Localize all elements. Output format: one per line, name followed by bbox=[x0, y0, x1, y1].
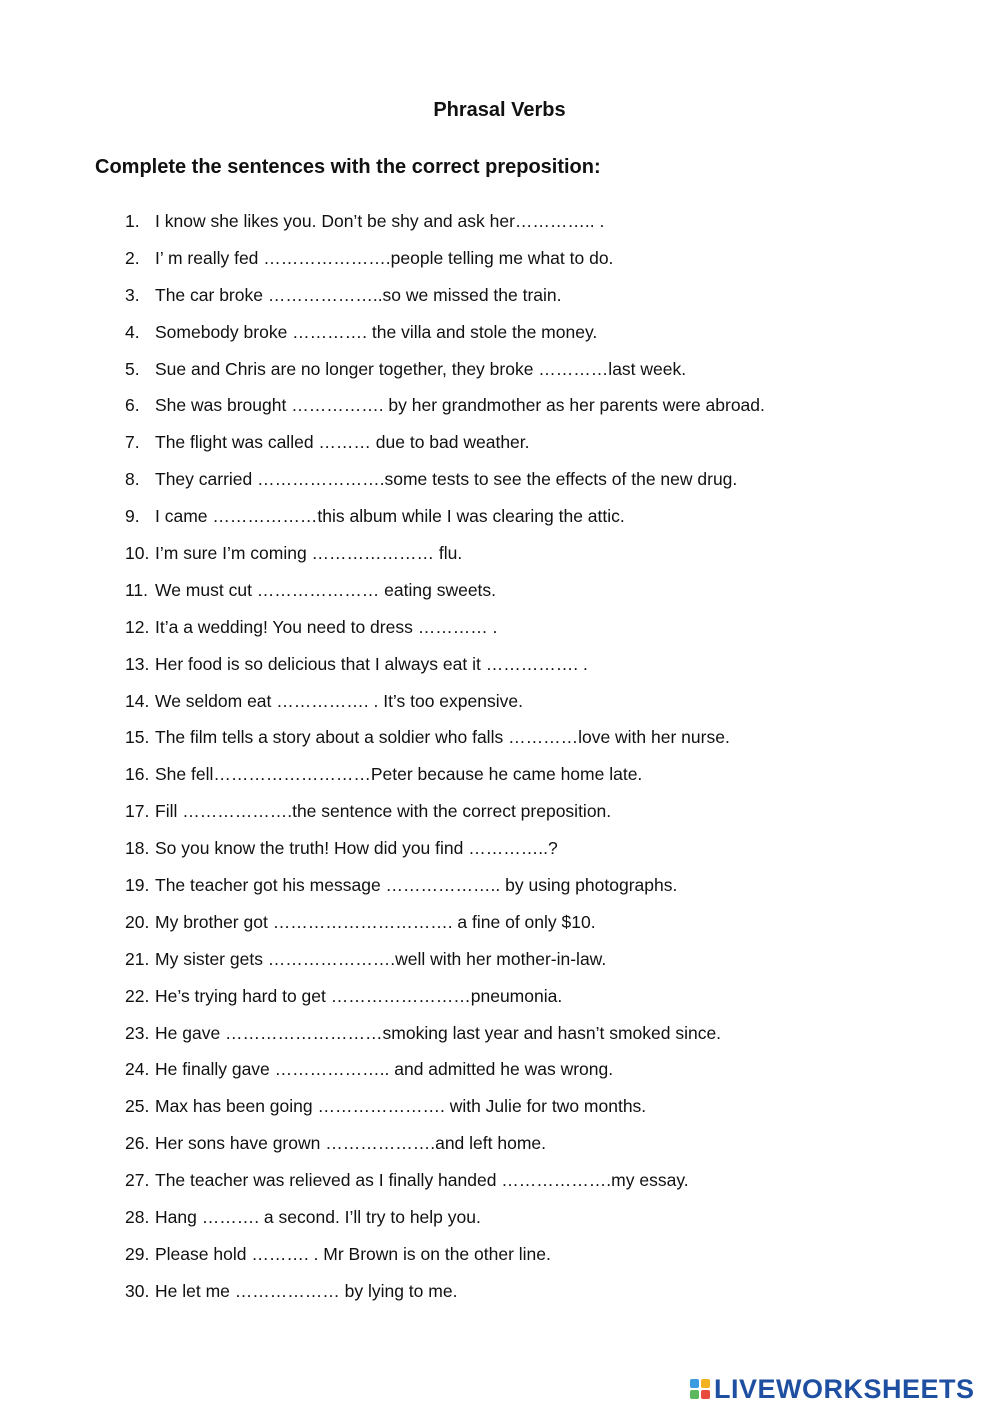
question-number: 25. bbox=[125, 1096, 150, 1117]
question-text: I know she likes you. Don’t be shy and ask her………….. . bbox=[155, 211, 605, 231]
question-item bbox=[125, 1167, 955, 1204]
question-item bbox=[125, 466, 955, 503]
question-item bbox=[125, 577, 955, 614]
question-item bbox=[125, 1020, 955, 1057]
question-number: 1. bbox=[125, 211, 140, 231]
question-number: 29. bbox=[125, 1243, 150, 1264]
question-text: Hang ………. a second. I’ll try to help you. bbox=[155, 1207, 481, 1228]
question-number: 26. bbox=[125, 1133, 150, 1154]
question-number: 27. bbox=[125, 1170, 150, 1191]
question-text: I’ m really fed ………………….people telling me what to do. bbox=[155, 247, 614, 268]
question-number: 23. bbox=[125, 1022, 150, 1043]
question-text: He gave ………………………smoking last year and hasn’t smoked since. bbox=[155, 1022, 722, 1043]
question-text: Her sons have grown ……………….and left home. bbox=[155, 1133, 546, 1154]
question-item bbox=[125, 724, 955, 761]
instruction-heading: Complete the sentences with the correct preposition: bbox=[95, 156, 601, 178]
question-list bbox=[125, 208, 955, 1315]
question-item bbox=[125, 1130, 955, 1167]
question-number: 22. bbox=[125, 985, 150, 1006]
question-text: Fill ……………….the sentence with the correct preposition. bbox=[155, 801, 612, 822]
question-item bbox=[125, 245, 955, 282]
question-item bbox=[125, 429, 955, 466]
question-text: The flight was called ……… due to bad weather. bbox=[155, 432, 530, 453]
question-item bbox=[125, 503, 955, 540]
question-text: Please hold ………. . Mr Brown is on the other line. bbox=[155, 1243, 551, 1264]
question-text: He’s trying hard to get ……………………pneumonia. bbox=[155, 985, 563, 1006]
question-text: The teacher was relieved as I finally handed ……………….my essay. bbox=[155, 1170, 689, 1191]
question-text: Max has been going …………………. with Julie for two months. bbox=[155, 1096, 647, 1117]
logo-square-icon bbox=[690, 1390, 699, 1399]
question-item bbox=[125, 651, 955, 688]
question-number: 5. bbox=[125, 358, 140, 379]
logo-square-icon bbox=[701, 1390, 710, 1399]
question-item bbox=[125, 614, 955, 651]
page-title: Phrasal Verbs bbox=[433, 99, 566, 121]
question-text: She fell………………………Peter because he came home late. bbox=[155, 764, 643, 785]
question-number: 30. bbox=[125, 1280, 150, 1301]
question-item bbox=[125, 1278, 955, 1315]
question-number: 17. bbox=[125, 801, 150, 822]
question-text: They carried ………………….some tests to see the effects of the new drug. bbox=[155, 469, 738, 490]
question-text: So you know the truth! How did you find …………..? bbox=[155, 838, 558, 859]
question-item bbox=[125, 356, 955, 393]
question-item bbox=[125, 983, 955, 1020]
question-number: 15. bbox=[125, 727, 150, 748]
question-number: 9. bbox=[125, 506, 140, 527]
question-number: 4. bbox=[125, 321, 140, 342]
question-number: 14. bbox=[125, 690, 150, 711]
question-number: 2. bbox=[125, 247, 140, 268]
logo-square-icon bbox=[701, 1379, 710, 1388]
question-number: 6. bbox=[125, 395, 140, 416]
question-item bbox=[125, 392, 955, 429]
question-number: 16. bbox=[125, 764, 150, 785]
question-text: He let me ……………… by lying to me. bbox=[155, 1280, 458, 1301]
question-item bbox=[125, 872, 955, 909]
question-item bbox=[125, 282, 955, 319]
question-number: 19. bbox=[125, 875, 150, 896]
question-item bbox=[125, 1056, 955, 1093]
logo-square-icon bbox=[690, 1379, 699, 1388]
question-text: My brother got …………………………. a fine of only $10. bbox=[155, 911, 596, 932]
question-text: Sue and Chris are no longer together, they broke …………last week. bbox=[155, 358, 687, 379]
question-text: It’a a wedding! You need to dress ………… . bbox=[155, 616, 498, 637]
question-item bbox=[125, 946, 955, 983]
question-number: 21. bbox=[125, 948, 150, 969]
question-text: We must cut ………………… eating sweets. bbox=[155, 579, 497, 600]
question-number: 8. bbox=[125, 469, 140, 490]
question-number: 12. bbox=[125, 616, 150, 637]
question-text: I’m sure I’m coming ………………… flu. bbox=[155, 543, 463, 564]
liveworksheets-logo bbox=[690, 1374, 975, 1404]
question-number: 28. bbox=[125, 1207, 150, 1228]
question-text: The car broke ………………..so we missed the train. bbox=[155, 284, 562, 305]
question-number: 3. bbox=[125, 284, 140, 305]
question-item bbox=[125, 1093, 955, 1130]
question-text: The film tells a story about a soldier who falls …………love with her nurse. bbox=[155, 727, 730, 748]
question-number: 11. bbox=[125, 579, 149, 600]
question-text: Her food is so delicious that I always eat it ……………. . bbox=[155, 653, 588, 674]
question-text: She was brought ……………. by her grandmother as her parents were abroad. bbox=[155, 395, 765, 416]
question-text: Somebody broke …………. the villa and stole the money. bbox=[155, 321, 598, 342]
question-item bbox=[125, 688, 955, 725]
question-item bbox=[125, 1241, 955, 1278]
question-number: 10. bbox=[125, 543, 150, 564]
question-text: The teacher got his message ……………….. by using photographs. bbox=[155, 875, 678, 896]
question-item bbox=[125, 798, 955, 835]
question-number: 7. bbox=[125, 432, 140, 453]
question-item bbox=[125, 909, 955, 946]
question-item bbox=[125, 540, 955, 577]
question-text: I came ………………this album while I was clearing the attic. bbox=[155, 506, 625, 527]
question-number: 18. bbox=[125, 838, 150, 859]
question-text: My sister gets ………………….well with her mother-in-law. bbox=[155, 948, 607, 969]
question-item bbox=[125, 1204, 955, 1241]
question-item bbox=[125, 761, 955, 798]
question-number: 20. bbox=[125, 911, 150, 932]
question-item bbox=[125, 208, 955, 245]
question-number: 13. bbox=[125, 653, 150, 674]
question-item bbox=[125, 319, 955, 356]
logo-text: LIVEWORKSHEETS bbox=[714, 1373, 975, 1404]
logo-grid-icon bbox=[690, 1379, 710, 1399]
question-number: 24. bbox=[125, 1059, 150, 1080]
question-item bbox=[125, 835, 955, 872]
question-text: He finally gave ……………….. and admitted he was wrong. bbox=[155, 1059, 614, 1080]
question-text: We seldom eat ……………. . It’s too expensive. bbox=[155, 690, 523, 711]
